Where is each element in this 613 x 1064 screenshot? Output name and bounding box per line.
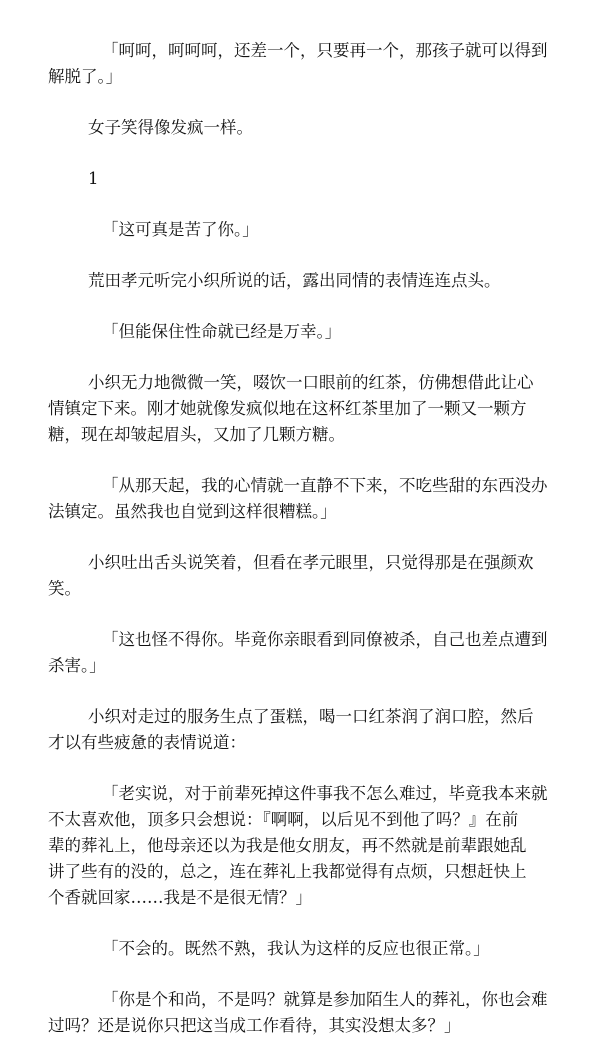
paragraph xyxy=(48,704,558,756)
document-page xyxy=(48,38,558,1064)
text-line: 糖，现在却皱起眉头，又加了几颗方糖。 xyxy=(48,425,345,444)
text-line: 小织吐出舌头说笑着，但看在孝元眼里，只觉得那是在强颜欢 xyxy=(88,553,534,572)
text-line: 「这可真是苦了你。」 xyxy=(102,220,259,239)
paragraph xyxy=(88,217,558,243)
text-line: 「不会的。既然不熟，我认为这样的反应也很正常。」 xyxy=(102,939,490,958)
paragraph xyxy=(48,781,558,911)
text-line: 小织对走过的服务生点了蛋糕，喝一口红茶润了润口腔，然后 xyxy=(88,707,534,726)
paragraph xyxy=(88,115,558,141)
paragraph xyxy=(88,268,558,294)
text-line: 小织无力地微微一笑，啜饮一口眼前的红茶，仿佛想借此让心 xyxy=(88,373,534,392)
section-number xyxy=(88,166,558,192)
text-line: 法镇定。虽然我也自觉到这样很糟糕。」 xyxy=(48,502,337,521)
text-line: 才以有些疲惫的表情说道： xyxy=(48,733,246,752)
text-line: 「呵呵，呵呵呵，还差一个，只要再一个，那孩子就可以得到 xyxy=(102,41,548,60)
text-line: 「老实说，对于前辈死掉这件事我不怎么难过，毕竟我本来就 xyxy=(102,784,548,803)
paragraph xyxy=(48,473,558,525)
text-line: 荒田孝元听完小织所说的话，露出同情的表情连连点头。 xyxy=(88,271,501,290)
paragraph xyxy=(88,319,558,345)
text-line: 不太喜欢他，顶多只会想说：『啊啊，以后见不到他了吗？』在前 xyxy=(48,810,519,829)
text-line: 女子笑得像发疯一样。 xyxy=(88,118,253,137)
paragraph xyxy=(48,627,558,679)
text-line: 笑。 xyxy=(48,579,81,598)
text-line: 过吗？还是说你只把这当成工作看待，其实没想太多？」 xyxy=(48,1016,461,1035)
text-line: 「但能保住性命就已经是万幸。」 xyxy=(102,322,342,341)
paragraph xyxy=(48,38,558,90)
paragraph xyxy=(48,370,558,448)
text-line: 杀害。」 xyxy=(48,656,106,675)
paragraph xyxy=(48,987,558,1039)
text-line: 「你是个和尚，不是吗？就算是参加陌生人的葬礼，你也会难 xyxy=(102,990,548,1009)
text-line: 辈的葬礼上，他母亲还以为我是他女朋友，再不然就是前辈跟她乱 xyxy=(48,836,527,855)
text-line: 个香就回家……我是不是很无情？」 xyxy=(48,888,312,907)
paragraph xyxy=(88,936,558,962)
text-line: 讲了些有的没的，总之，连在葬礼上我都觉得有点烦，只想赶快上 xyxy=(48,862,527,881)
paragraph xyxy=(48,550,558,602)
text-line: 「这也怪不得你。毕竟你亲眼看到同僚被杀，自己也差点遭到 xyxy=(102,630,548,649)
text-line: 情镇定下来。刚才她就像发疯似地在这杯红茶里加了一颗又一颗方 xyxy=(48,399,527,418)
text-line: 解脱了。」 xyxy=(48,67,123,86)
text-line: 「从那天起，我的心情就一直静不下来，不吃些甜的东西没办 xyxy=(102,476,548,495)
text-line: 1 xyxy=(88,169,99,188)
